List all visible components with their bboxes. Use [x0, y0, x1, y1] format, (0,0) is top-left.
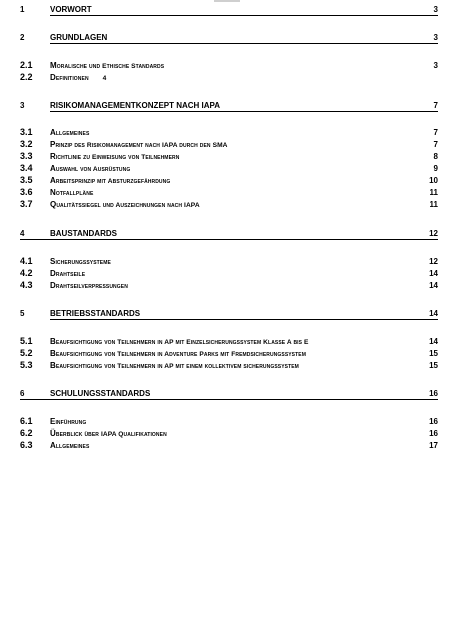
toc-title: VORWORT: [50, 5, 92, 14]
toc-entry-3-2[interactable]: [0, 139, 455, 151]
toc-number: 1: [20, 5, 25, 14]
chapter-rule: [20, 239, 438, 240]
toc-title: Prinzip des Risikomanagement nach IAPA durch den SMA: [50, 140, 228, 149]
toc-number: 3.1: [20, 127, 33, 137]
toc-entry-4-2[interactable]: [0, 268, 455, 280]
toc-title: Drahtseilverpressungen: [50, 281, 128, 290]
toc-title: Allgemeines: [50, 441, 90, 450]
toc-page: 14: [429, 281, 438, 290]
toc-chapter-3[interactable]: [0, 100, 455, 112]
toc-title: Beaufsichtigung von Teilnehmern in Adventure Parks mit Fremdsicherungssystem: [50, 349, 306, 358]
toc-number: 3.2: [20, 139, 33, 149]
toc-title: Allgemeines: [50, 128, 90, 137]
chapter-rule: [20, 399, 438, 400]
toc-number: 4.1: [20, 256, 33, 266]
toc-title: [50, 72, 106, 85]
toc-title: Überblick über IAPA Qualifikationen: [50, 429, 167, 438]
toc-page: 16: [429, 417, 438, 426]
toc-page: 3: [433, 33, 438, 42]
toc-title-text: Definitionen: [50, 73, 89, 82]
chapter-rule: [50, 43, 438, 44]
chapter-rule: [50, 111, 438, 112]
toc-page: 11: [429, 200, 438, 209]
toc-page: 12: [429, 229, 438, 238]
toc-number: 3.3: [20, 151, 33, 161]
toc-number: 2.1: [20, 60, 33, 70]
toc-number: 5.2: [20, 348, 33, 358]
toc-page: 16: [429, 429, 438, 438]
chapter-rule: [50, 15, 438, 16]
toc-page: 17: [429, 441, 438, 450]
toc-number: 5: [20, 309, 25, 318]
toc-number: 4: [20, 229, 25, 238]
toc-chapter-2[interactable]: [0, 32, 455, 44]
toc-title: SCHULUNGSSTANDARDS: [50, 389, 151, 398]
toc-title: Arbeitsprinzip mit Absturzgefährdung: [50, 176, 171, 185]
toc-title: Notfallpläne: [50, 188, 94, 197]
toc-title: Auswahl von Ausrüstung: [50, 164, 131, 173]
toc-entry-4-3[interactable]: [0, 280, 455, 292]
toc-page: 14: [429, 337, 438, 346]
toc-chapter-1[interactable]: [0, 4, 455, 16]
toc-page: 7: [433, 128, 438, 137]
toc-number: 4.3: [20, 280, 33, 290]
toc-entry-3-5[interactable]: [0, 175, 455, 187]
toc-entry-3-6[interactable]: [0, 187, 455, 199]
toc-entry-5-1[interactable]: [0, 336, 455, 348]
toc-page: 4: [102, 75, 107, 82]
toc-number: 5.1: [20, 336, 33, 346]
toc-number: 6: [20, 389, 25, 398]
toc-entry-5-3[interactable]: [0, 360, 455, 372]
toc-page: 7: [433, 101, 438, 110]
toc-number: 6.1: [20, 416, 33, 426]
toc-number: 2.2: [20, 72, 33, 82]
toc-title: BETRIEBSSTANDARDS: [50, 309, 141, 318]
toc-page: 15: [429, 361, 438, 370]
toc-page: 15: [429, 349, 438, 358]
toc-entry-3-1[interactable]: [0, 127, 455, 139]
toc-chapter-5[interactable]: [0, 308, 455, 320]
toc-number: 6.3: [20, 440, 33, 450]
toc-entry-6-1[interactable]: [0, 416, 455, 428]
toc-number: 6.2: [20, 428, 33, 438]
toc-entry-4-1[interactable]: [0, 256, 455, 268]
toc-number: 3.7: [20, 199, 33, 209]
toc-page: 9: [433, 164, 438, 173]
toc-number: 2: [20, 33, 25, 42]
toc-number: 3: [20, 101, 25, 110]
toc-entry-5-2[interactable]: [0, 348, 455, 360]
toc-entry-6-3[interactable]: [0, 440, 455, 452]
toc-page: 3: [433, 61, 438, 70]
toc-title: BAUSTANDARDS: [50, 229, 117, 238]
toc-page: 11: [429, 188, 438, 197]
toc-chapter-4[interactable]: [0, 228, 455, 240]
toc-page: 10: [429, 176, 438, 185]
toc-entry-2-2[interactable]: [0, 72, 455, 84]
toc-title: Beaufsichtigung von Teilnehmern in AP mit Einzelsicherungssystem Klasse A bis E: [50, 337, 309, 346]
toc-entry-3-7[interactable]: [0, 199, 455, 211]
toc-entry-3-3[interactable]: [0, 151, 455, 163]
toc-title: Drahtseile: [50, 269, 86, 278]
toc-entry-6-2[interactable]: [0, 428, 455, 440]
toc-number: 3.6: [20, 187, 33, 197]
toc-title: GRUNDLAGEN: [50, 33, 108, 42]
toc-number: 4.2: [20, 268, 33, 278]
toc-page: 8: [433, 152, 438, 161]
toc-chapter-6[interactable]: [0, 388, 455, 400]
toc-page: 14: [429, 269, 438, 278]
toc-page: 14: [429, 309, 438, 318]
toc-number: 3.4: [20, 163, 33, 173]
toc-title: Moralische und Ethische Standards: [50, 61, 165, 70]
toc-title: Qualitätssiegel und Auszeichnungen nach IAPA: [50, 200, 200, 209]
toc-title: Richtlinie zu Einweisung von Teilnehmern: [50, 152, 180, 161]
toc-number: 5.3: [20, 360, 33, 370]
toc-title: Beaufsichtigung von Teilnehmern in AP mit einem kollektivem sicherungssystem: [50, 361, 299, 370]
toc-page: 7: [433, 140, 438, 149]
toc-title: Einführung: [50, 417, 87, 426]
toc-page: 16: [429, 389, 438, 398]
chapter-rule: [50, 319, 438, 320]
toc-title: Sicherungssysteme: [50, 257, 111, 266]
toc-page: 3: [433, 5, 438, 14]
toc-title: RISIKOMANAGEMENTKONZEPT NACH IAPA: [50, 101, 221, 110]
toc-entry-3-4[interactable]: [0, 163, 455, 175]
toc-page: 12: [429, 257, 438, 266]
toc-entry-2-1[interactable]: [0, 60, 455, 72]
toc-number: 3.5: [20, 175, 33, 185]
